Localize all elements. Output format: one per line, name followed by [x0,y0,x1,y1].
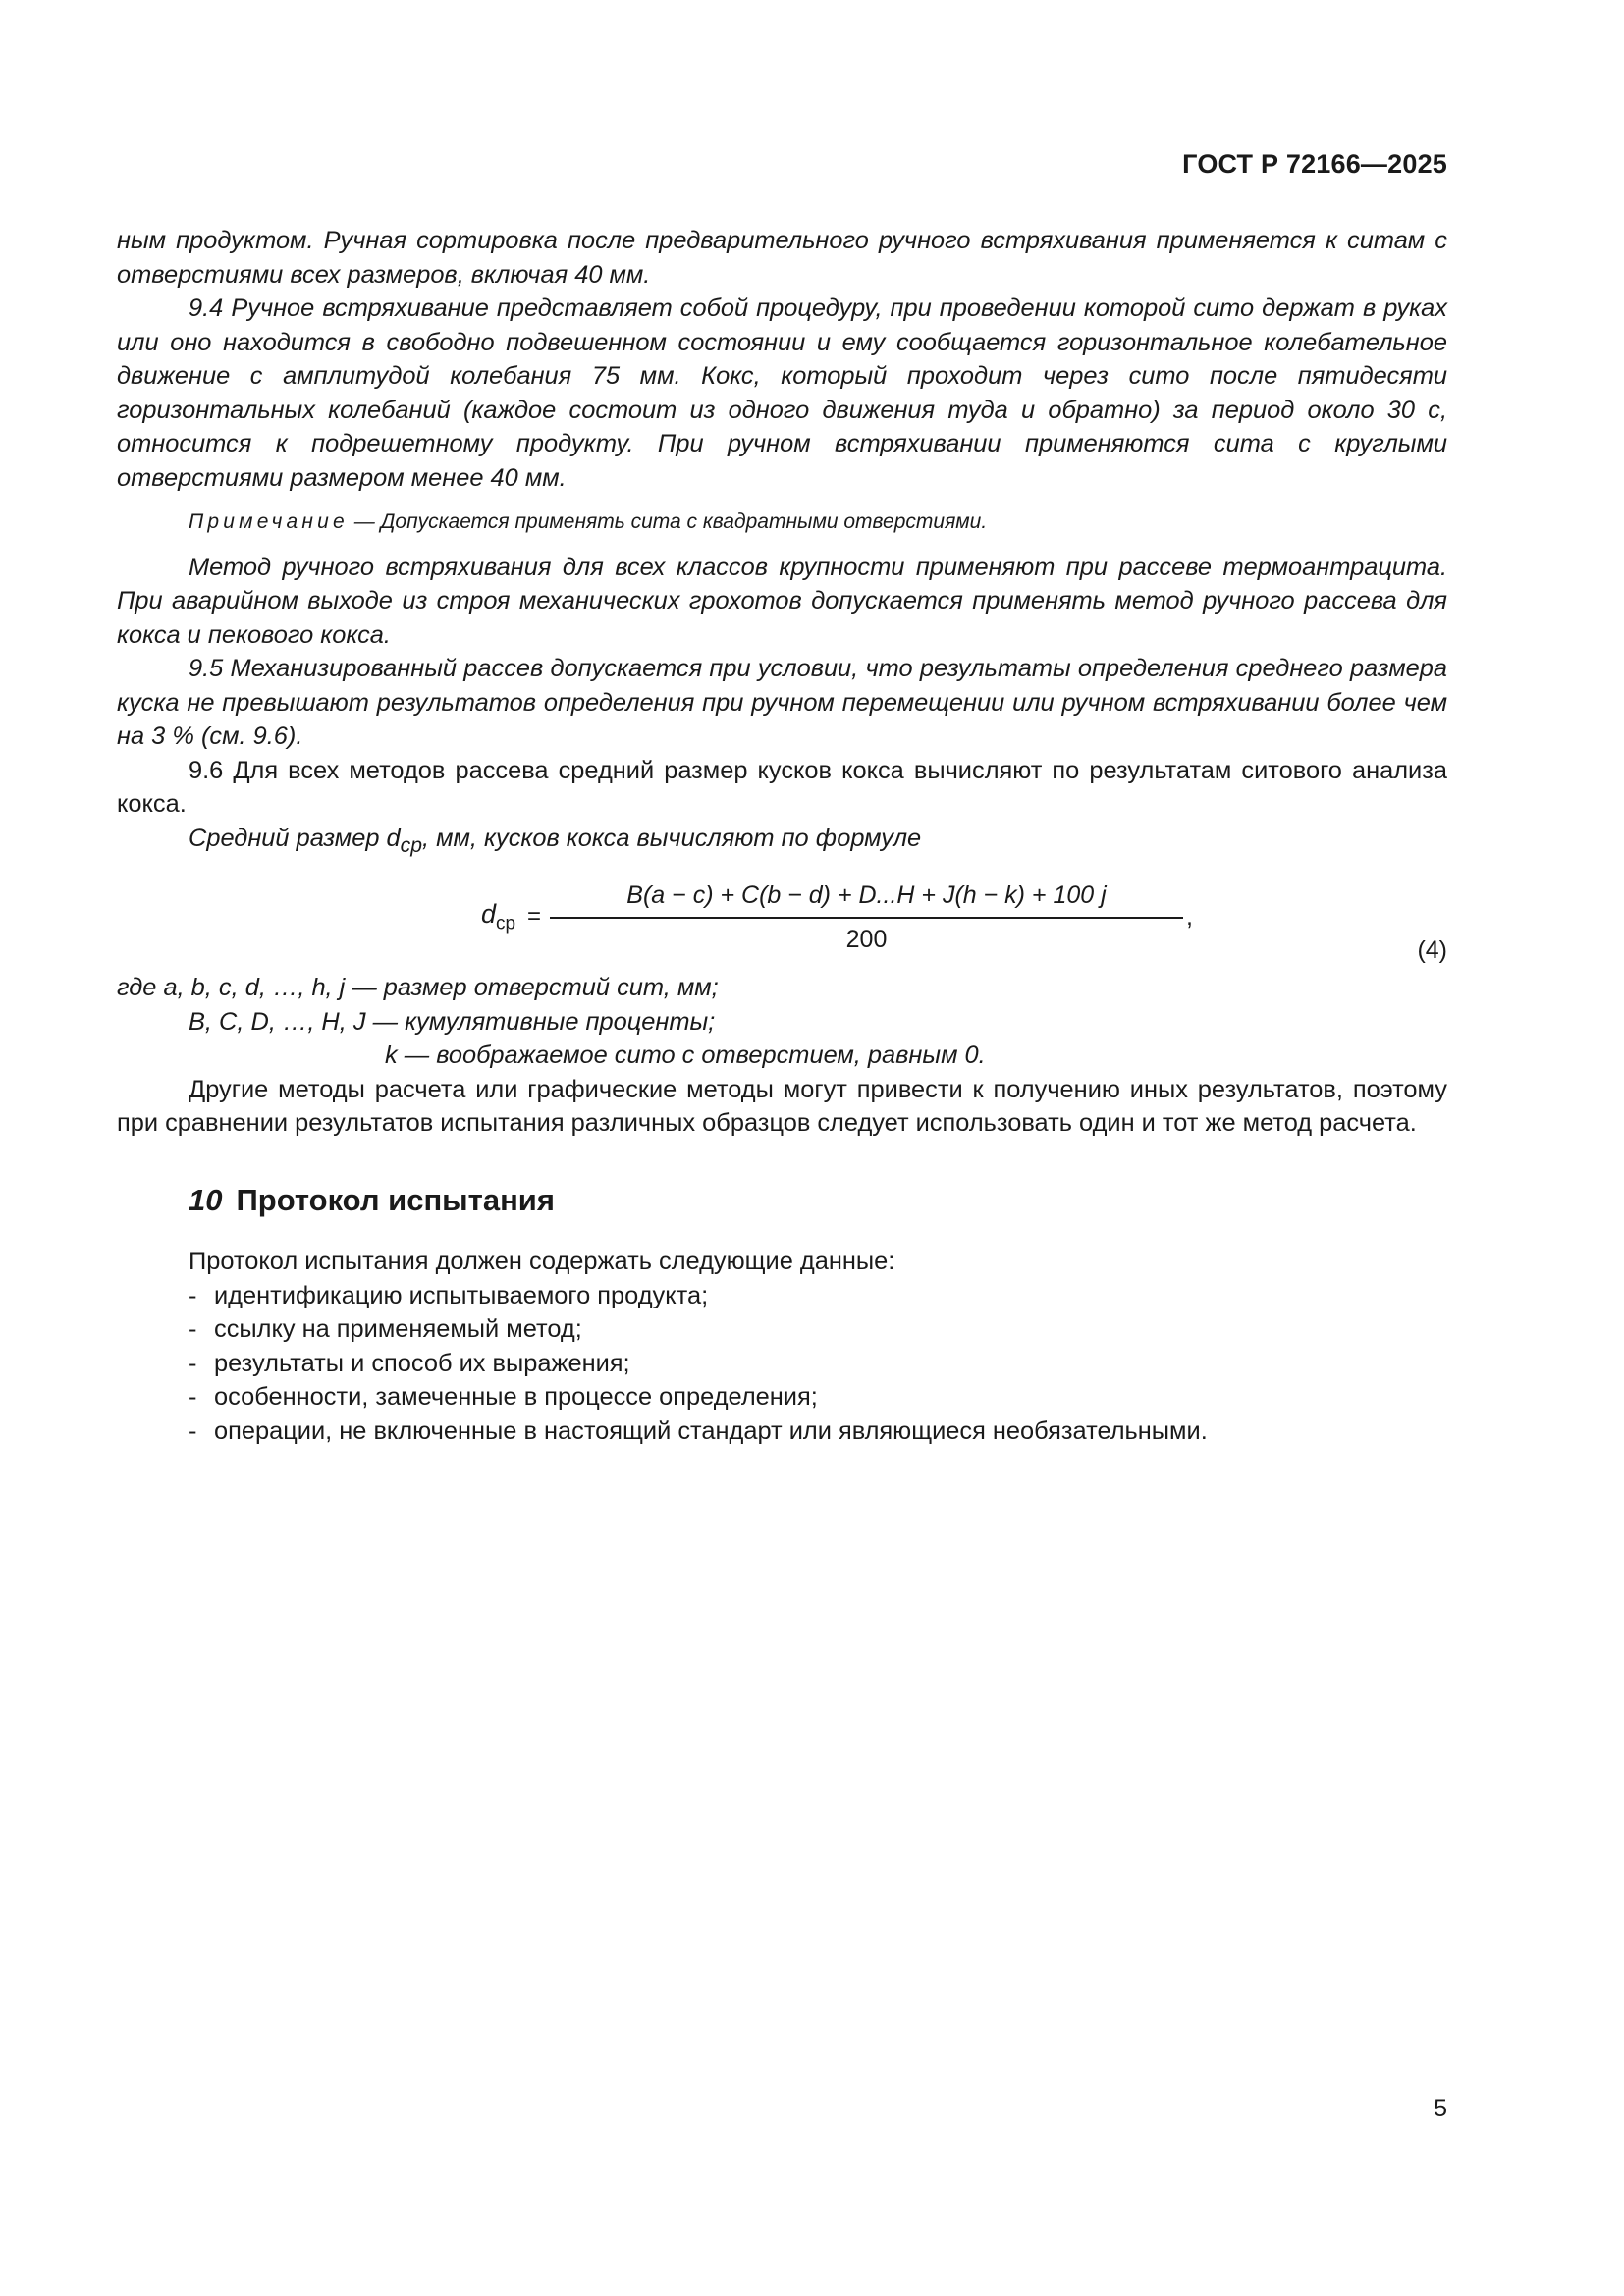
where-line-2: B, C, D, …, H, J — кумулятивные проценты; [189,1007,716,1036]
report-items-list [117,1279,1447,1449]
formula-comma: , [1186,903,1193,932]
note [117,506,1447,540]
page-content [117,224,1447,1448]
paragraph-9-4: 9.4 Ручное встряхивание представляет собой процедуру, при проведении которой сито держат в руках или оно находится в свободно подвешенном состоянии и ему сообщается горизонтальное колебательное движение с амплитудой колебания 75 мм. Кокс, который проходит через сито после пятидесяти горизонтальных колебаний (каждое состоит из одного движения туда и обратно) за период около 30 с, относится к подрешетному продукту. При ручном встряхивании применяются сита с круглыми отверстиями размером менее 40 мм. [117,294,1447,492]
section-number: 10 [189,1182,223,1217]
formula-numerator: B(a − c) + C(b − d) + D...H + J(h − k) + 100 j [626,881,1107,910]
list-item: - особенности, замеченные в процессе определения; [189,1383,818,1412]
paragraph-9-6: 9.6 Для всех методов рассева средний размер кусков кокса вычисляют по результатам ситового анализа кокса. [117,756,1447,818]
paragraph-other-methods: Другие методы расчета или графические методы могут привести к получению иных результатов, поэтому при сравнении результатов испытания различных образцов следует использовать один и тот же метод расчета. [117,1075,1447,1138]
where-line-1: где a, b, c, d, …, h, j — размер отверстий сит, мм; [117,974,719,1002]
standard-header: ГОСТ Р 72166—2025 [1182,149,1447,179]
list-item: - ссылку на применяемый метод; [189,1315,582,1344]
formula-equals: = [527,903,542,931]
where-line-3: k — воображаемое сито с отверстием, равным 0. [385,1041,986,1070]
formula-denominator: 200 [845,925,888,953]
formula-lhs-subscript: ср [496,913,516,934]
list-item: - результаты и способ их выражения; [189,1349,630,1377]
formula-intro-text-end: , мм, кусков кокса вычисляют по формуле [421,824,922,852]
section-title: Протокол испытания [236,1182,555,1217]
paragraph-formula-intro [117,822,1447,864]
note-label: Примечание [189,510,349,533]
formula-4 [117,879,1447,969]
formula-intro-subscript: ср [400,833,422,857]
paragraph-continuation: ным продуктом. Ручная сортировка после предварительного ручного встряхивания применяется к ситам с отверстиями всех размеров, включая 40 мм. [117,227,1447,289]
section-10-intro: Протокол испытания должен содержать следующие данные: [189,1248,895,1276]
paragraph-hand-shaking-method: Метод ручного встряхивания для всех классов крупности применяют при рассеве термоантрацита. При аварийном выходе из строя механических грохотов допускается применять метод ручного рассева для кокса и пекового кокса. [117,553,1447,649]
list-item: - идентификацию испытываемого продукта; [189,1281,709,1309]
page-number: 5 [1434,2095,1447,2122]
formula-lhs: $d_{ср}$ [481,899,516,934]
paragraph-9-5: 9.5 Механизированный рассев допускается при условии, что результаты определения среднего размера куска не превышают результатов определения при ручном перемещении или ручном встряхивании более чем на 3 % (см. 9.6). [117,655,1447,750]
formula-fraction [550,879,1183,956]
note-text: — Допускается применять сита с квадратными отверстиями. [348,510,988,533]
list-item: - операции, не включенные в настоящий стандарт или являющиеся необязательными. [189,1416,1208,1445]
fraction-bar [550,917,1183,919]
formula-number: (4) [1417,936,1447,965]
section-10-heading [189,1184,1447,1218]
formula-intro-text: Средний размер d [189,824,401,852]
